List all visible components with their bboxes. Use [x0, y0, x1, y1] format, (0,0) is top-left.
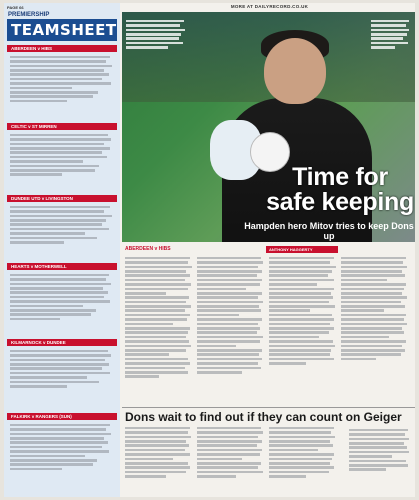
fixture-text: [7, 202, 117, 247]
article-column: [269, 255, 337, 403]
feature-headline: Time for safe keeping: [266, 163, 414, 216]
article-kicker: ABERDEEN v HIBS: [125, 246, 171, 252]
fixture-text: [7, 52, 117, 106]
intro-text: [126, 18, 186, 51]
pull-quote: [349, 427, 411, 473]
section-divider: [122, 407, 415, 408]
player-face: [264, 38, 326, 104]
story-column: [125, 425, 193, 495]
fixture-heading: FALKIRK v RANGERS (SUN): [7, 413, 117, 420]
fixture-heading: ABERDEEN v HIBS: [7, 45, 117, 52]
fixture-text: [7, 346, 117, 391]
fixture-heading: HEARTS v MOTHERWELL: [7, 263, 117, 270]
teamsheet-title: TEAMSHEET: [7, 19, 117, 41]
article-body: [125, 255, 413, 403]
fixture-block: [7, 195, 117, 247]
fixture-block: [7, 45, 117, 106]
article-column: [197, 255, 265, 403]
page-number: PAGE 66: [7, 5, 24, 10]
teamsheet-sidebar: [4, 3, 120, 497]
fixture-text: [7, 420, 117, 474]
feature-subhead: Hampden hero Mitov tries to keep Dons up: [244, 221, 414, 241]
feature-photo: [122, 12, 415, 242]
fixture-heading: KILMARNOCK v DUNDEE: [7, 339, 117, 346]
newspaper-page: [4, 3, 415, 497]
fixture-heading: CELTIC v ST MIRREN: [7, 123, 117, 130]
story-headline: Dons wait to find out if they can count on Geiger: [125, 410, 402, 424]
fixture-text: [7, 270, 117, 324]
article-column: [125, 255, 193, 403]
story-column: [197, 425, 265, 495]
story-column: [269, 425, 337, 495]
fixture-block: [7, 339, 117, 391]
fixture-text: [7, 130, 117, 180]
section-label: PREMIERSHIP: [8, 12, 50, 18]
fixture-block: [7, 413, 117, 474]
byline: ANTHONY HAGGERTY: [266, 246, 338, 253]
fixture-block: [7, 123, 117, 180]
site-header: MORE AT DAILYRECORD.CO.UK: [230, 4, 309, 9]
fact-box: [371, 18, 411, 51]
fixture-heading: DUNDEE UTD v LIVINGSTON: [7, 195, 117, 202]
article-column: [341, 255, 409, 403]
fixture-block: [7, 263, 117, 324]
